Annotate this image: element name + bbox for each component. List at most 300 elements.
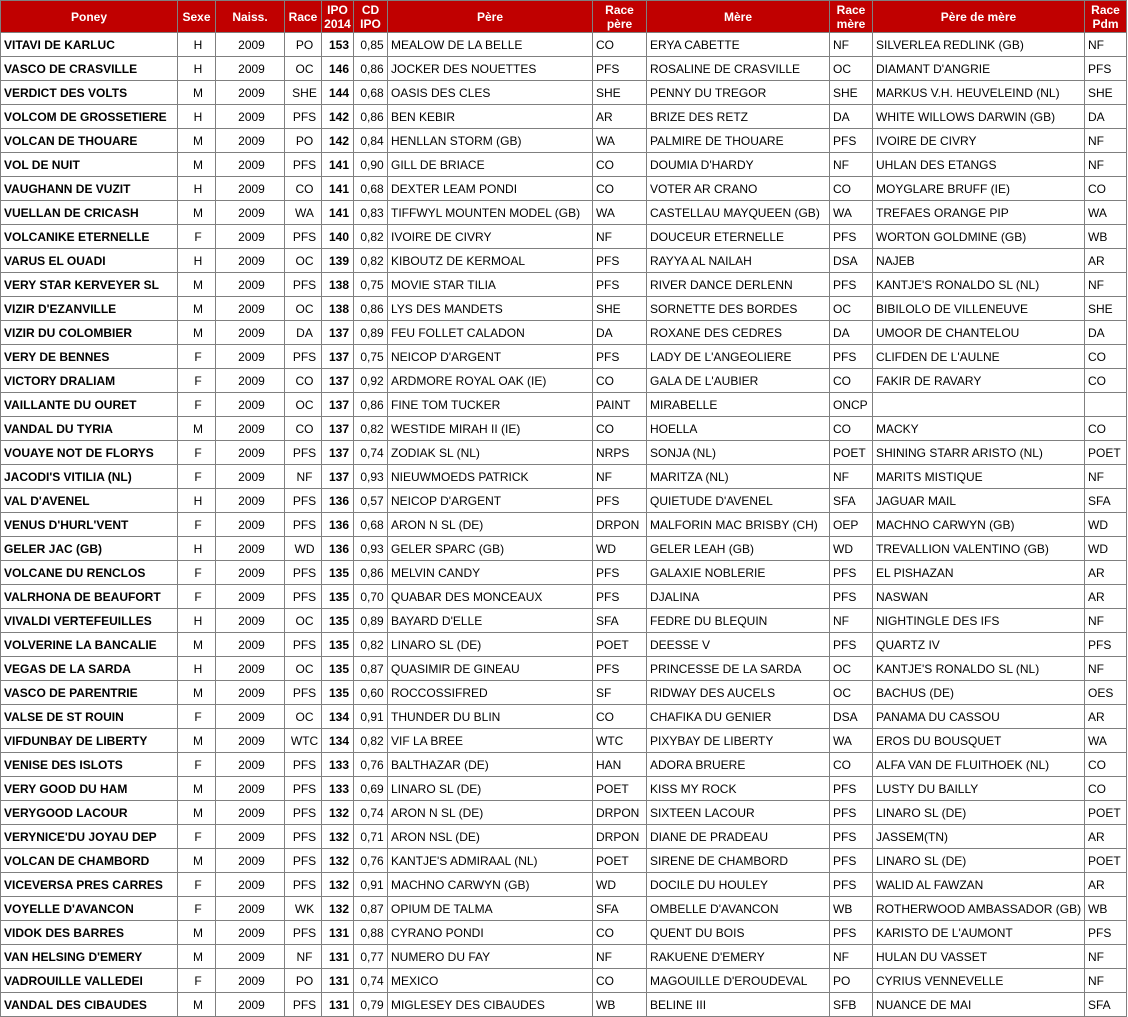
cell-race-pdm: WD [1085, 537, 1127, 561]
cell-race-mere: PFS [830, 633, 873, 657]
cell-race: WD [285, 537, 322, 561]
cell-sexe: F [178, 513, 216, 537]
cell-race-pdm: SHE [1085, 81, 1127, 105]
cell-race-pdm: NF [1085, 33, 1127, 57]
cell-poney: VICTORY DRALIAM [1, 369, 178, 393]
cell-naiss: 2009 [216, 441, 285, 465]
cell-mere: MIRABELLE [647, 393, 830, 417]
cell-race-pere: CO [593, 177, 647, 201]
cell-naiss: 2009 [216, 681, 285, 705]
cell-race: PFS [285, 825, 322, 849]
cell-race-mere: SHE [830, 81, 873, 105]
cell-race-mere: NF [830, 33, 873, 57]
cell-ipo: 137 [322, 321, 354, 345]
cell-pere-de-mere: DIAMANT D'ANGRIE [873, 57, 1085, 81]
cell-cd-ipo: 0,77 [354, 945, 388, 969]
cell-race-pdm: NF [1085, 945, 1127, 969]
cell-race: OC [285, 297, 322, 321]
cell-mere: FEDRE DU BLEQUIN [647, 609, 830, 633]
cell-poney: VIFDUNBAY DE LIBERTY [1, 729, 178, 753]
cell-naiss: 2009 [216, 585, 285, 609]
cell-pere-de-mere: UMOOR DE CHANTELOU [873, 321, 1085, 345]
cell-sexe: H [178, 609, 216, 633]
table-row [1, 393, 1127, 417]
cell-sexe: M [178, 321, 216, 345]
table-row [1, 729, 1127, 753]
cell-race-pdm: CO [1085, 177, 1127, 201]
cell-pere-de-mere: IVOIRE DE CIVRY [873, 129, 1085, 153]
cell-poney: VERY GOOD DU HAM [1, 777, 178, 801]
header-race: Race [285, 1, 322, 33]
cell-race-mere: SFA [830, 489, 873, 513]
cell-ipo: 135 [322, 657, 354, 681]
header-poney: Poney [1, 1, 178, 33]
cell-sexe: F [178, 873, 216, 897]
cell-poney: VOLCAN DE CHAMBORD [1, 849, 178, 873]
cell-race-pere: NF [593, 465, 647, 489]
table-row [1, 657, 1127, 681]
cell-race-pere: POET [593, 633, 647, 657]
table-row [1, 513, 1127, 537]
cell-poney: VOUAYE NOT DE FLORYS [1, 441, 178, 465]
cell-race-pere: WD [593, 873, 647, 897]
cell-pere-de-mere: CLIFDEN DE L'AULNE [873, 345, 1085, 369]
cell-race: PFS [285, 585, 322, 609]
cell-race-pere: PFS [593, 57, 647, 81]
cell-race-mere: PFS [830, 873, 873, 897]
cell-sexe: M [178, 201, 216, 225]
cell-cd-ipo: 0,82 [354, 729, 388, 753]
cell-poney: VASCO DE PARENTRIE [1, 681, 178, 705]
cell-pere: ARON NSL (DE) [388, 825, 593, 849]
cell-race: PFS [285, 873, 322, 897]
cell-ipo: 135 [322, 681, 354, 705]
cell-mere: ADORA BRUERE [647, 753, 830, 777]
table-row [1, 801, 1127, 825]
cell-poney: VERYGOOD LACOUR [1, 801, 178, 825]
cell-race-pere: DRPON [593, 825, 647, 849]
cell-pere-de-mere: WALID AL FAWZAN [873, 873, 1085, 897]
cell-poney: VERY STAR KERVEYER SL [1, 273, 178, 297]
cell-poney: VAUGHANN DE VUZIT [1, 177, 178, 201]
table-row [1, 873, 1127, 897]
cell-naiss: 2009 [216, 249, 285, 273]
cell-mere: PIXYBAY DE LIBERTY [647, 729, 830, 753]
cell-pere: VIF LA BREE [388, 729, 593, 753]
cell-naiss: 2009 [216, 945, 285, 969]
cell-cd-ipo: 0,68 [354, 513, 388, 537]
cell-pere: OPIUM DE TALMA [388, 897, 593, 921]
cell-cd-ipo: 0,70 [354, 585, 388, 609]
cell-race-pere: WA [593, 129, 647, 153]
cell-naiss: 2009 [216, 729, 285, 753]
cell-mere: KISS MY ROCK [647, 777, 830, 801]
cell-pere-de-mere [873, 393, 1085, 417]
cell-cd-ipo: 0,82 [354, 417, 388, 441]
cell-race-pere: PFS [593, 561, 647, 585]
cell-ipo: 135 [322, 585, 354, 609]
table-row [1, 369, 1127, 393]
cell-cd-ipo: 0,68 [354, 81, 388, 105]
table-row [1, 921, 1127, 945]
cell-pere: NIEUWMOEDS PATRICK [388, 465, 593, 489]
cell-race: PFS [285, 561, 322, 585]
cell-race-pere: CO [593, 33, 647, 57]
cell-pere: BAYARD D'ELLE [388, 609, 593, 633]
cell-race-pere: WB [593, 993, 647, 1017]
cell-sexe: M [178, 681, 216, 705]
cell-naiss: 2009 [216, 201, 285, 225]
table-row [1, 417, 1127, 441]
cell-sexe: M [178, 945, 216, 969]
cell-race-pere: WTC [593, 729, 647, 753]
cell-race-pdm: POET [1085, 441, 1127, 465]
cell-pere: BEN KEBIR [388, 105, 593, 129]
cell-sexe: F [178, 441, 216, 465]
cell-race: OC [285, 705, 322, 729]
cell-sexe: H [178, 57, 216, 81]
cell-pere: QUASIMIR DE GINEAU [388, 657, 593, 681]
cell-race-pdm: POET [1085, 801, 1127, 825]
cell-mere: DOUCEUR ETERNELLE [647, 225, 830, 249]
cell-pere-de-mere: ROTHERWOOD AMBASSADOR (GB) [873, 897, 1085, 921]
cell-pere: ROCCOSSIFRED [388, 681, 593, 705]
cell-sexe: F [178, 393, 216, 417]
table-row [1, 273, 1127, 297]
cell-race-mere: DA [830, 105, 873, 129]
cell-mere: RAKUENE D'EMERY [647, 945, 830, 969]
cell-pere-de-mere: WORTON GOLDMINE (GB) [873, 225, 1085, 249]
cell-race-mere: DA [830, 321, 873, 345]
cell-race-pdm: PFS [1085, 921, 1127, 945]
cell-poney: JACODI'S VITILIA (NL) [1, 465, 178, 489]
table-row [1, 777, 1127, 801]
cell-pere: LINARO SL (DE) [388, 777, 593, 801]
cell-ipo: 132 [322, 825, 354, 849]
cell-cd-ipo: 0,82 [354, 225, 388, 249]
cell-pere-de-mere: NIGHTINGLE DES IFS [873, 609, 1085, 633]
cell-pere-de-mere: FAKIR DE RAVARY [873, 369, 1085, 393]
cell-mere: BRIZE DES RETZ [647, 105, 830, 129]
cell-race: PFS [285, 921, 322, 945]
cell-mere: DOCILE DU HOULEY [647, 873, 830, 897]
table-row [1, 489, 1127, 513]
cell-race-pdm: AR [1085, 585, 1127, 609]
cell-naiss: 2009 [216, 297, 285, 321]
cell-naiss: 2009 [216, 129, 285, 153]
cell-sexe: M [178, 921, 216, 945]
cell-cd-ipo: 0,86 [354, 393, 388, 417]
cell-mere: ROSALINE DE CRASVILLE [647, 57, 830, 81]
cell-race: OC [285, 249, 322, 273]
table-row [1, 57, 1127, 81]
cell-race: OC [285, 393, 322, 417]
table-row [1, 105, 1127, 129]
cell-pere: MIGLESEY DES CIBAUDES [388, 993, 593, 1017]
cell-ipo: 141 [322, 201, 354, 225]
cell-pere: TIFFWYL MOUNTEN MODEL (GB) [388, 201, 593, 225]
cell-ipo: 142 [322, 129, 354, 153]
cell-pere-de-mere: MACHNO CARWYN (GB) [873, 513, 1085, 537]
cell-race-pdm: CO [1085, 369, 1127, 393]
cell-naiss: 2009 [216, 825, 285, 849]
cell-sexe: H [178, 489, 216, 513]
cell-poney: VANDAL DU TYRIA [1, 417, 178, 441]
cell-poney: VIZIR D'EZANVILLE [1, 297, 178, 321]
cell-race-pdm: DA [1085, 321, 1127, 345]
cell-naiss: 2009 [216, 393, 285, 417]
cell-cd-ipo: 0,79 [354, 993, 388, 1017]
table-row [1, 945, 1127, 969]
cell-race-mere: CO [830, 369, 873, 393]
cell-pere: OASIS DES CLES [388, 81, 593, 105]
cell-race: OC [285, 657, 322, 681]
cell-poney: VEGAS DE LA SARDA [1, 657, 178, 681]
cell-race-pdm: WA [1085, 201, 1127, 225]
cell-mere: SIXTEEN LACOUR [647, 801, 830, 825]
cell-pere-de-mere: SHINING STARR ARISTO (NL) [873, 441, 1085, 465]
cell-pere-de-mere: KARISTO DE L'AUMONT [873, 921, 1085, 945]
cell-race-mere: CO [830, 753, 873, 777]
cell-pere-de-mere: LUSTY DU BAILLY [873, 777, 1085, 801]
cell-race-pdm: AR [1085, 873, 1127, 897]
cell-race: CO [285, 177, 322, 201]
cell-race-mere: PFS [830, 585, 873, 609]
cell-cd-ipo: 0,57 [354, 489, 388, 513]
cell-pere-de-mere: MARITS MISTIQUE [873, 465, 1085, 489]
cell-sexe: H [178, 657, 216, 681]
table-row [1, 177, 1127, 201]
cell-race-pere: PAINT [593, 393, 647, 417]
cell-ipo: 137 [322, 441, 354, 465]
cell-race-mere: PFS [830, 801, 873, 825]
cell-race-pdm: CO [1085, 753, 1127, 777]
cell-race-pere: NF [593, 225, 647, 249]
cell-race-pdm: NF [1085, 129, 1127, 153]
cell-race-pere: WA [593, 201, 647, 225]
cell-cd-ipo: 0,85 [354, 33, 388, 57]
cell-race-pere: DRPON [593, 513, 647, 537]
cell-race-pdm: PFS [1085, 57, 1127, 81]
cell-race: PFS [285, 153, 322, 177]
cell-race-mere: WB [830, 897, 873, 921]
cell-mere: QUIETUDE D'AVENEL [647, 489, 830, 513]
cell-race-mere: OC [830, 297, 873, 321]
cell-ipo: 140 [322, 225, 354, 249]
cell-pere: DEXTER LEAM PONDI [388, 177, 593, 201]
cell-pere-de-mere: EL PISHAZAN [873, 561, 1085, 585]
cell-naiss: 2009 [216, 273, 285, 297]
cell-pere: FEU FOLLET CALADON [388, 321, 593, 345]
cell-race-pere: POET [593, 849, 647, 873]
cell-naiss: 2009 [216, 489, 285, 513]
cell-naiss: 2009 [216, 993, 285, 1017]
cell-cd-ipo: 0,86 [354, 297, 388, 321]
cell-race: PFS [285, 273, 322, 297]
cell-race-pere: NF [593, 945, 647, 969]
cell-race-pdm: AR [1085, 825, 1127, 849]
cell-race: WK [285, 897, 322, 921]
cell-race: CO [285, 417, 322, 441]
cell-pere-de-mere: ALFA VAN DE FLUITHOEK (NL) [873, 753, 1085, 777]
cell-race-mere: PO [830, 969, 873, 993]
cell-race-pdm: CO [1085, 777, 1127, 801]
table-row [1, 33, 1127, 57]
cell-race-mere: CO [830, 417, 873, 441]
cell-pere: MOVIE STAR TILIA [388, 273, 593, 297]
cell-ipo: 132 [322, 801, 354, 825]
table-row [1, 321, 1127, 345]
cell-sexe: F [178, 465, 216, 489]
cell-pere: NEICOP D'ARGENT [388, 489, 593, 513]
cell-race-pdm: WA [1085, 729, 1127, 753]
cell-mere: GALAXIE NOBLERIE [647, 561, 830, 585]
cell-pere-de-mere: SILVERLEA REDLINK (GB) [873, 33, 1085, 57]
cell-poney: VITAVI DE KARLUC [1, 33, 178, 57]
cell-pere-de-mere: TREVALLION VALENTINO (GB) [873, 537, 1085, 561]
cell-mere: MARITZA (NL) [647, 465, 830, 489]
cell-race-pere: PFS [593, 489, 647, 513]
cell-cd-ipo: 0,87 [354, 897, 388, 921]
cell-mere: DIANE DE PRADEAU [647, 825, 830, 849]
cell-cd-ipo: 0,83 [354, 201, 388, 225]
cell-poney: VAILLANTE DU OURET [1, 393, 178, 417]
cell-race: PFS [285, 801, 322, 825]
cell-race-pere: PFS [593, 657, 647, 681]
cell-pere-de-mere: LINARO SL (DE) [873, 849, 1085, 873]
cell-cd-ipo: 0,82 [354, 249, 388, 273]
cell-race-mere: NF [830, 465, 873, 489]
cell-cd-ipo: 0,89 [354, 321, 388, 345]
cell-race-mere: PFS [830, 921, 873, 945]
cell-sexe: F [178, 897, 216, 921]
cell-cd-ipo: 0,86 [354, 57, 388, 81]
cell-pere-de-mere: NASWAN [873, 585, 1085, 609]
cell-naiss: 2009 [216, 921, 285, 945]
cell-mere: QUENT DU BOIS [647, 921, 830, 945]
cell-pere: HENLLAN STORM (GB) [388, 129, 593, 153]
cell-sexe: M [178, 801, 216, 825]
cell-naiss: 2009 [216, 897, 285, 921]
cell-race-pere: WD [593, 537, 647, 561]
cell-sexe: F [178, 705, 216, 729]
cell-cd-ipo: 0,74 [354, 441, 388, 465]
cell-pere-de-mere: MARKUS V.H. HEUVELEIND (NL) [873, 81, 1085, 105]
cell-naiss: 2009 [216, 873, 285, 897]
table-row [1, 153, 1127, 177]
cell-sexe: M [178, 129, 216, 153]
cell-mere: OMBELLE D'AVANCON [647, 897, 830, 921]
cell-pere-de-mere: LINARO SL (DE) [873, 801, 1085, 825]
cell-race-pdm: POET [1085, 849, 1127, 873]
cell-poney: VAN HELSING D'EMERY [1, 945, 178, 969]
cell-cd-ipo: 0,86 [354, 561, 388, 585]
cell-pere: NEICOP D'ARGENT [388, 345, 593, 369]
cell-race: PFS [285, 849, 322, 873]
cell-mere: RIDWAY DES AUCELS [647, 681, 830, 705]
cell-race-pdm [1085, 393, 1127, 417]
cell-poney: VALRHONA DE BEAUFORT [1, 585, 178, 609]
cell-mere: MALFORIN MAC BRISBY (CH) [647, 513, 830, 537]
cell-race: PFS [285, 777, 322, 801]
cell-poney: GELER JAC (GB) [1, 537, 178, 561]
cell-ipo: 131 [322, 969, 354, 993]
cell-naiss: 2009 [216, 225, 285, 249]
cell-sexe: F [178, 825, 216, 849]
cell-race-pere: PFS [593, 585, 647, 609]
cell-cd-ipo: 0,90 [354, 153, 388, 177]
cell-race: NF [285, 465, 322, 489]
cell-sexe: F [178, 561, 216, 585]
header-race-mere: Race mère [830, 1, 873, 33]
cell-race-pdm: NF [1085, 657, 1127, 681]
cell-pere-de-mere: CYRIUS VENNEVELLE [873, 969, 1085, 993]
cell-ipo: 133 [322, 777, 354, 801]
cell-sexe: H [178, 105, 216, 129]
cell-sexe: M [178, 417, 216, 441]
cell-ipo: 141 [322, 177, 354, 201]
cell-poney: VIVALDI VERTEFEUILLES [1, 609, 178, 633]
cell-naiss: 2009 [216, 657, 285, 681]
cell-poney: VERYNICE'DU JOYAU DEP [1, 825, 178, 849]
cell-race-mere: WA [830, 201, 873, 225]
cell-cd-ipo: 0,71 [354, 825, 388, 849]
cell-cd-ipo: 0,89 [354, 609, 388, 633]
cell-ipo: 132 [322, 849, 354, 873]
cell-ipo: 141 [322, 153, 354, 177]
cell-cd-ipo: 0,60 [354, 681, 388, 705]
cell-ipo: 134 [322, 705, 354, 729]
cell-pere-de-mere: HULAN DU VASSET [873, 945, 1085, 969]
cell-ipo: 135 [322, 633, 354, 657]
cell-race-pere: AR [593, 105, 647, 129]
cell-race: PFS [285, 105, 322, 129]
cell-cd-ipo: 0,76 [354, 753, 388, 777]
cell-pere: LYS DES MANDETS [388, 297, 593, 321]
cell-race-pere: CO [593, 417, 647, 441]
table-row [1, 225, 1127, 249]
cell-race-pdm: SHE [1085, 297, 1127, 321]
cell-pere-de-mere: EROS DU BOUSQUET [873, 729, 1085, 753]
cell-race-pdm: NF [1085, 153, 1127, 177]
cell-pere-de-mere: NUANCE DE MAI [873, 993, 1085, 1017]
cell-sexe: M [178, 633, 216, 657]
cell-sexe: H [178, 249, 216, 273]
table-row [1, 705, 1127, 729]
cell-race: NF [285, 945, 322, 969]
cell-cd-ipo: 0,91 [354, 873, 388, 897]
cell-poney: VASCO DE CRASVILLE [1, 57, 178, 81]
cell-sexe: F [178, 369, 216, 393]
table-body [1, 33, 1127, 1017]
cell-naiss: 2009 [216, 81, 285, 105]
cell-ipo: 134 [322, 729, 354, 753]
cell-poney: VADROUILLE VALLEDEI [1, 969, 178, 993]
cell-race-pdm: SFA [1085, 993, 1127, 1017]
cell-pere: KANTJE'S ADMIRAAL (NL) [388, 849, 593, 873]
cell-cd-ipo: 0,75 [354, 273, 388, 297]
cell-naiss: 2009 [216, 417, 285, 441]
table-row [1, 897, 1127, 921]
cell-cd-ipo: 0,88 [354, 921, 388, 945]
cell-race: PFS [285, 489, 322, 513]
table-row [1, 969, 1127, 993]
table-row [1, 441, 1127, 465]
cell-pere-de-mere: JAGUAR MAIL [873, 489, 1085, 513]
cell-ipo: 137 [322, 465, 354, 489]
cell-poney: VICEVERSA PRES CARRES [1, 873, 178, 897]
cell-naiss: 2009 [216, 969, 285, 993]
